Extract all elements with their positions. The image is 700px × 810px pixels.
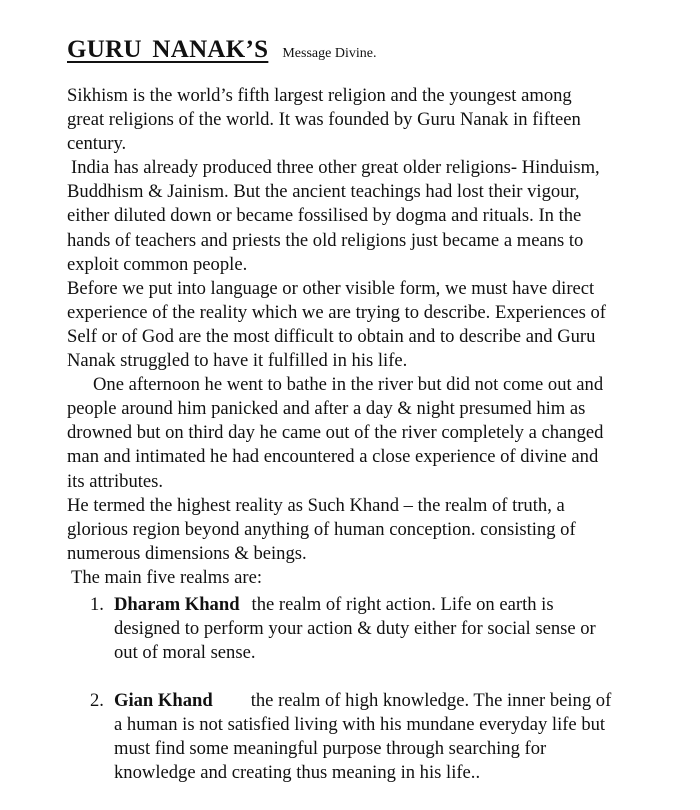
realm-term: Dharam Khand xyxy=(114,594,240,615)
paragraph-older-religions xyxy=(67,156,697,276)
paragraph-intro xyxy=(67,84,697,156)
text-line: He termed the highest reality as Such Khand – the realm of truth, a xyxy=(67,494,565,516)
text-line: hands of teachers and priests the old religions just became a means to xyxy=(67,229,584,251)
realm-description: the realm of high knowledge. The inner being of xyxy=(250,690,612,711)
realm-description: the realm of right action. Life on earth is xyxy=(251,594,554,615)
paragraph-river xyxy=(67,373,697,493)
text-line: Before we put into language or other visible form, we must have direct xyxy=(67,277,595,299)
paragraph-direct-experience xyxy=(67,277,697,373)
text-line: Sikhism is the world’s fifth largest religion and the youngest among xyxy=(67,85,572,106)
text-line: Buddhism & Jainism. But the ancient teachings had lost their vigour, xyxy=(67,181,580,203)
paragraph-such-khand xyxy=(67,494,697,566)
realm-list-item-2 xyxy=(90,689,690,785)
text-line: glorious region beyond anything of human conception. consisting of xyxy=(67,518,576,540)
text-line: must find some meaningful purpose through searching for xyxy=(114,738,547,760)
text-line: out of moral sense. xyxy=(114,642,256,664)
text-line: Self or of God are the most difficult to obtain and to describe and Guru xyxy=(67,325,596,347)
list-item-first-line xyxy=(90,593,690,617)
text-line: either diluted down or became fossilised by dogma and rituals. In the xyxy=(67,205,582,227)
text-line: a human is not satisfied living with his mundane everyday life but xyxy=(114,714,606,736)
text-line: designed to perform your action & duty either for social sense or xyxy=(114,618,596,640)
text-line: experience of the reality which we are trying to describe. Experiences of xyxy=(67,301,606,323)
text-line: century. xyxy=(67,133,127,155)
document-header xyxy=(67,36,376,64)
list-number: 1. xyxy=(90,594,104,615)
text-line: man and intimated he had encountered a close experience of divine and xyxy=(67,446,599,468)
text-line: great religions of the world. It was founded by Guru Nanak in fifteen xyxy=(67,109,581,131)
paragraph-realms-intro xyxy=(67,566,697,590)
text-line: its attributes. xyxy=(67,470,164,492)
realm-list-item-1 xyxy=(90,593,690,665)
document-body xyxy=(67,84,697,590)
text-line: India has already produced three other great older religions- Hinduism, xyxy=(71,157,600,179)
document-title: GURU NANAK’S xyxy=(67,36,269,63)
text-line: The main five realms are: xyxy=(71,566,263,588)
text-line: knowledge and creating thus meaning in his life.. xyxy=(114,762,481,784)
list-number: 2. xyxy=(90,690,104,711)
text-line: drowned but on third day he came out of the river completely a changed xyxy=(67,422,604,444)
list-item-first-line xyxy=(90,689,690,713)
text-line: Nanak struggled to have it fulfilled in his life. xyxy=(67,350,408,372)
text-line: One afternoon he went to bathe in the river but did not come out and xyxy=(93,374,604,396)
text-line: exploit common people. xyxy=(67,253,248,275)
document-subtitle: Message Divine. xyxy=(282,46,377,61)
text-line: people around him panicked and after a day & night presumed him as xyxy=(67,398,586,420)
realm-term: Gian Khand xyxy=(114,690,213,711)
text-line: numerous dimensions & beings. xyxy=(67,542,307,564)
